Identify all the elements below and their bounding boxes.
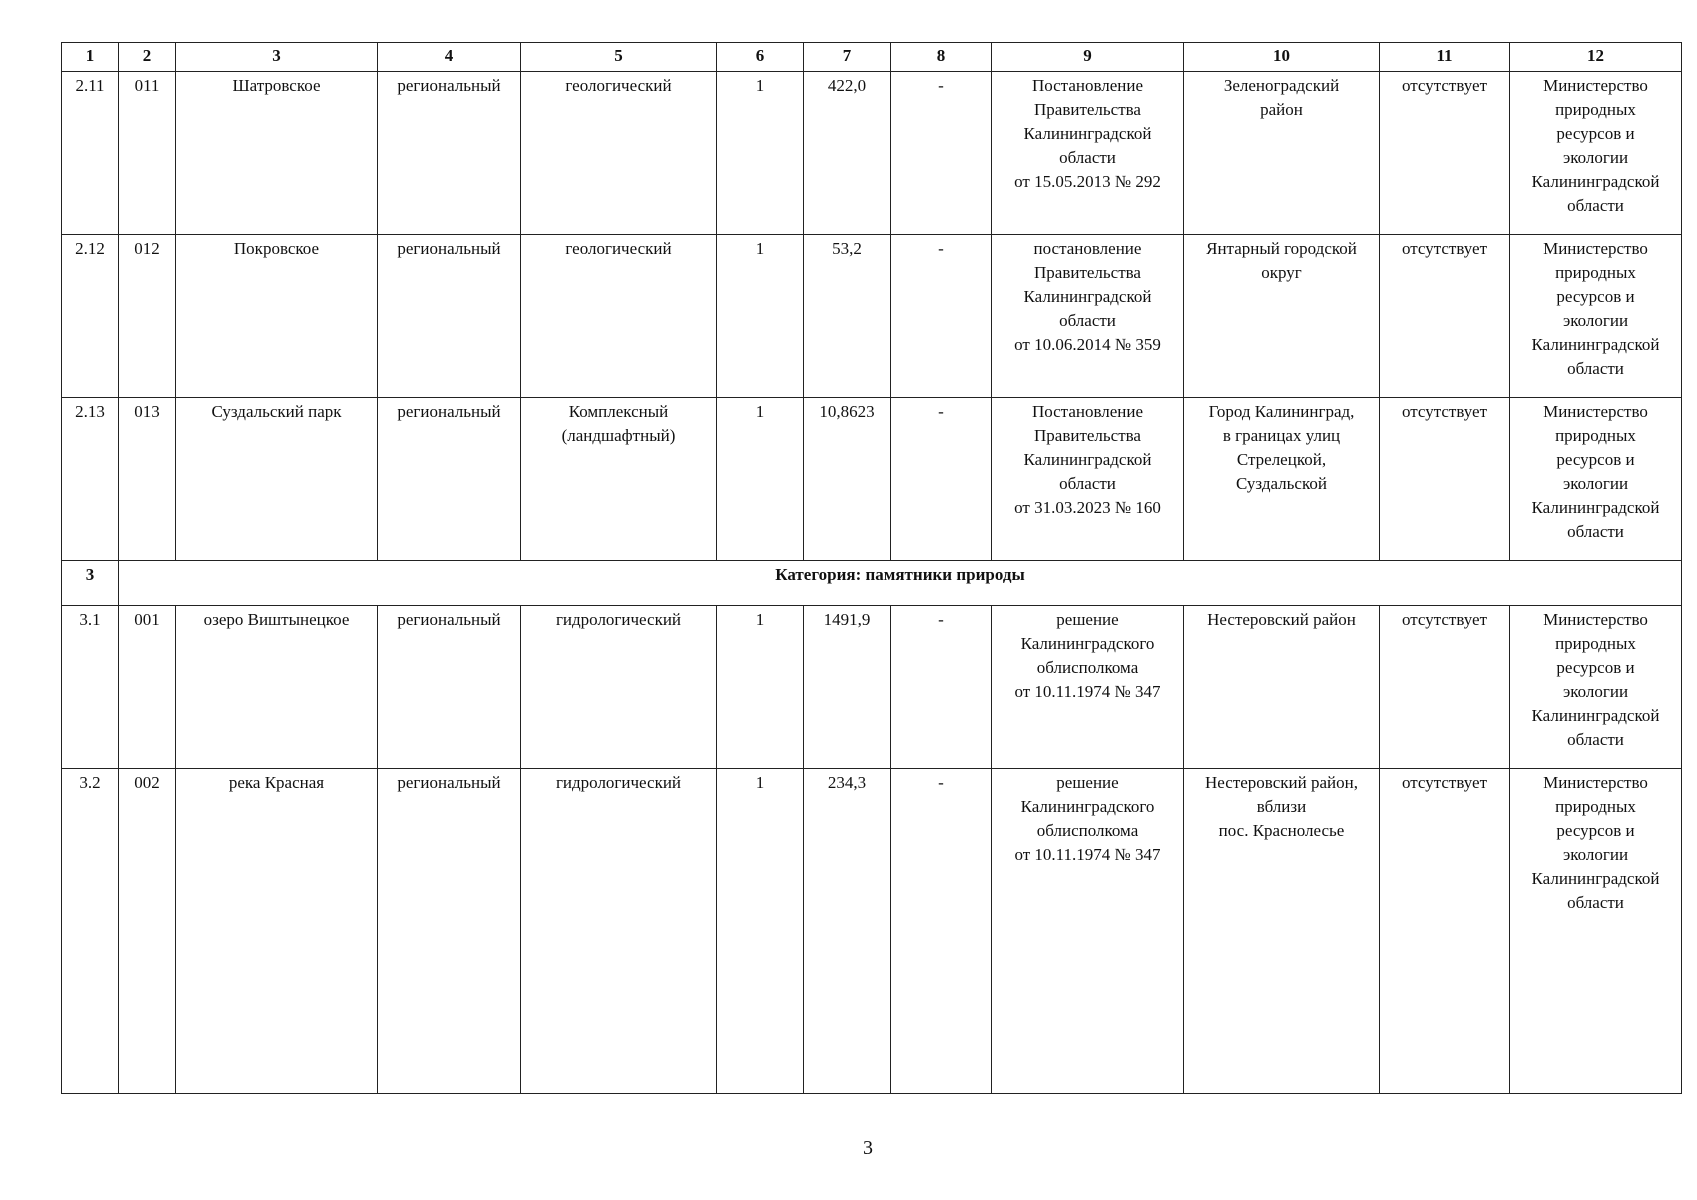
row-count: 1: [717, 235, 804, 398]
table-row: [62, 606, 1682, 769]
row-buffer: -: [891, 606, 992, 769]
table-row: [62, 769, 1682, 1094]
row-profile: Комплексный (ландшафтный): [521, 398, 717, 561]
row-location: Нестеровский район: [1184, 606, 1380, 769]
row-profile: гидрологический: [521, 606, 717, 769]
row-count: 1: [717, 606, 804, 769]
row-profile: геологический: [521, 235, 717, 398]
row-significance: региональный: [378, 72, 521, 235]
row-profile: геологический: [521, 72, 717, 235]
row-profile: гидрологический: [521, 769, 717, 1094]
row-code: 001: [119, 606, 176, 769]
category-row: [62, 561, 1682, 606]
col-header-4: 4: [378, 43, 521, 72]
protected-areas-table: [61, 42, 1682, 1094]
row-buffer: -: [891, 769, 992, 1094]
col-header-11: 11: [1380, 43, 1510, 72]
row-area: 422,0: [804, 72, 891, 235]
row-count: 1: [717, 72, 804, 235]
row-document: постановление Правительства Калининградской области от 10.06.2014 № 359: [992, 235, 1184, 398]
row-number: 2.11: [62, 72, 119, 235]
row-location: Зеленоградский район: [1184, 72, 1380, 235]
row-document: Постановление Правительства Калининградской области от 15.05.2013 № 292: [992, 72, 1184, 235]
row-significance: региональный: [378, 235, 521, 398]
col-header-2: 2: [119, 43, 176, 72]
row-number: 2.12: [62, 235, 119, 398]
row-authority: Министерство природных ресурсов и экологии Калининградской области: [1510, 769, 1682, 1094]
col-header-3: 3: [176, 43, 378, 72]
col-header-6: 6: [717, 43, 804, 72]
row-authority: Министерство природных ресурсов и экологии Калининградской области: [1510, 398, 1682, 561]
row-location: Нестеровский район, вблизи пос. Краснолесье: [1184, 769, 1380, 1094]
row-document: решение Калининградского облисполкома от 10.11.1974 № 347: [992, 769, 1184, 1094]
category-number: 3: [62, 561, 119, 606]
row-location: Янтарный городской округ: [1184, 235, 1380, 398]
row-cluster: отсутствует: [1380, 606, 1510, 769]
row-location: Город Калининград, в границах улиц Стрелецкой, Суздальской: [1184, 398, 1380, 561]
row-cluster: отсутствует: [1380, 398, 1510, 561]
col-header-10: 10: [1184, 43, 1380, 72]
row-number: 3.2: [62, 769, 119, 1094]
col-header-9: 9: [992, 43, 1184, 72]
row-code: 012: [119, 235, 176, 398]
row-name: озеро Виштынецкое: [176, 606, 378, 769]
row-document: решение Калининградского облисполкома от 10.11.1974 № 347: [992, 606, 1184, 769]
column-number-header-row: [62, 43, 1682, 72]
category-title: Категория: памятники природы: [119, 561, 1682, 606]
table-row: [62, 398, 1682, 561]
row-buffer: -: [891, 235, 992, 398]
row-area: 53,2: [804, 235, 891, 398]
row-name: Шатровское: [176, 72, 378, 235]
row-significance: региональный: [378, 606, 521, 769]
row-code: 002: [119, 769, 176, 1094]
row-number: 2.13: [62, 398, 119, 561]
row-name: Покровское: [176, 235, 378, 398]
row-authority: Министерство природных ресурсов и экологии Калининградской области: [1510, 606, 1682, 769]
row-buffer: -: [891, 398, 992, 561]
row-authority: Министерство природных ресурсов и экологии Калининградской области: [1510, 72, 1682, 235]
row-code: 013: [119, 398, 176, 561]
row-significance: региональный: [378, 398, 521, 561]
row-area: 234,3: [804, 769, 891, 1094]
row-significance: региональный: [378, 769, 521, 1094]
row-document: Постановление Правительства Калининградской области от 31.03.2023 № 160: [992, 398, 1184, 561]
row-code: 011: [119, 72, 176, 235]
row-authority: Министерство природных ресурсов и экологии Калининградской области: [1510, 235, 1682, 398]
row-buffer: -: [891, 72, 992, 235]
col-header-1: 1: [62, 43, 119, 72]
table-row: [62, 235, 1682, 398]
row-count: 1: [717, 398, 804, 561]
col-header-8: 8: [891, 43, 992, 72]
row-cluster: отсутствует: [1380, 72, 1510, 235]
row-area: 10,8623: [804, 398, 891, 561]
col-header-12: 12: [1510, 43, 1682, 72]
row-cluster: отсутствует: [1380, 769, 1510, 1094]
row-name: Суздальский парк: [176, 398, 378, 561]
row-number: 3.1: [62, 606, 119, 769]
row-name: река Красная: [176, 769, 378, 1094]
row-count: 1: [717, 769, 804, 1094]
page-number: 3: [863, 1137, 873, 1159]
row-cluster: отсутствует: [1380, 235, 1510, 398]
table-row: [62, 72, 1682, 235]
col-header-5: 5: [521, 43, 717, 72]
row-area: 1491,9: [804, 606, 891, 769]
col-header-7: 7: [804, 43, 891, 72]
